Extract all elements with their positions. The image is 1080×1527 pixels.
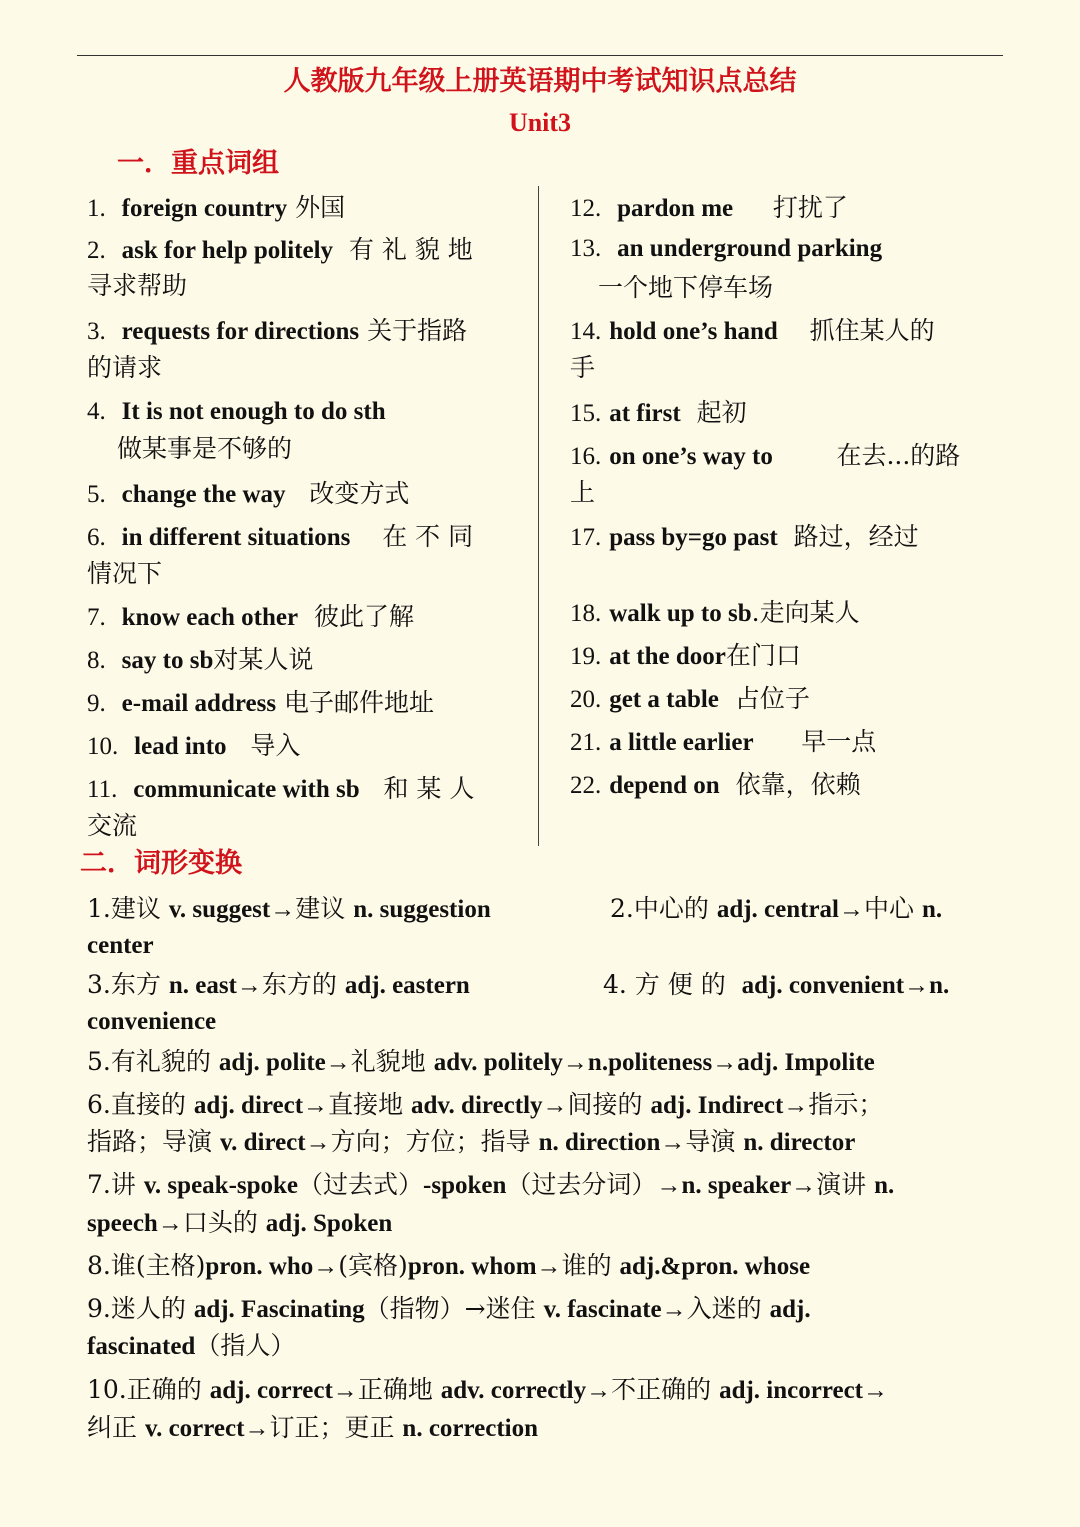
wordform-item: 1.建议 v. suggest→建议 n. suggestion <box>87 894 491 923</box>
phrase-item: 12. pardon me 打扰了 <box>570 193 848 222</box>
phrase-item: 15. at first 起初 <box>570 398 747 427</box>
top-rule <box>77 55 1003 56</box>
section-heading-phrases: 一．重点词组 <box>117 148 279 179</box>
phrase-item: 6. in different situations 在 不 同 <box>87 522 474 551</box>
page-title: 人教版九年级上册英语期中考试知识点总结 <box>283 66 797 97</box>
wordform-item: 7.讲 v. speak-spoke（过去式）-spoken（过去分词）→n. speaker→演讲 n. <box>87 1170 895 1199</box>
phrase-item: 17. pass by=go past 路过，经过 <box>570 522 919 551</box>
phrase-item-cont: 寻求帮助 <box>87 271 188 300</box>
wordform-item-cont: 纠正 v. correct→订正；更正 n. correction <box>87 1413 539 1442</box>
wordform-item: 2.中心的 adj. central→中心 n. <box>610 894 943 923</box>
wordform-item: 10.正确的 adj. correct→正确地 adv. correctly→不正确的 adj. incorrect→ <box>87 1375 889 1404</box>
wordform-item: 3.东方 n. east→东方的 adj. eastern <box>87 970 470 999</box>
wordform-item: 5.有礼貌的 adj. polite→礼貌地 adv. politely→n.politeness→adj. Impolite <box>87 1047 875 1076</box>
phrase-item: 2. ask for help politely 有 礼 貌 地 <box>87 235 473 264</box>
phrase-item-cont: 一个地下停车场 <box>598 273 774 302</box>
phrase-item: 14. hold one’s hand 抓住某人的 <box>570 316 935 345</box>
phrase-item: 18. walk up to sb.走向某人 <box>570 598 860 627</box>
phrase-item: 4. It is not enough to do sth <box>87 398 386 425</box>
phrase-item-cont: 上 <box>570 478 596 507</box>
phrase-item: 7. know each other 彼此了解 <box>87 602 414 631</box>
phrase-item: 22. depend on 依靠，依赖 <box>570 770 861 799</box>
phrase-item-cont: 做某事是不够的 <box>117 434 293 463</box>
wordform-item: 6.直接的 adj. direct→直接地 adv. directly→间接的 adj. Indirect→指示； <box>87 1090 884 1119</box>
page-subtitle: Unit3 <box>508 108 572 137</box>
wordform-item-cont: 指路；导演 v. direct→方向；方位；指导 n. direction→导演 n. director <box>87 1127 856 1156</box>
phrase-item-cont: 的请求 <box>87 353 163 382</box>
wordform-item-cont: center <box>87 932 154 959</box>
phrase-item-cont: 手 <box>570 353 596 382</box>
phrase-item: 5. change the way 改变方式 <box>87 479 410 508</box>
phrase-item: 8. say to sb对某人说 <box>87 645 314 674</box>
phrase-item: 16. on one’s way to 在去...的路 <box>570 441 961 470</box>
phrase-item-cont: 交流 <box>87 811 138 840</box>
wordform-item-cont: fascinated（指人） <box>87 1331 296 1360</box>
phrase-item: 10. lead into 导入 <box>87 731 301 760</box>
wordform-item: 4. 方 便 的 adj. convenient→n. <box>603 970 950 999</box>
phrase-item: 19. at the door在门口 <box>570 641 801 670</box>
phrase-item: 9. e-mail address 电子邮件地址 <box>87 688 435 717</box>
phrase-item: 20. get a table 占位子 <box>570 684 810 713</box>
phrase-item: 3. requests for directions 关于指路 <box>87 316 468 345</box>
phrase-item: 11. communicate with sb 和 某 人 <box>87 774 475 803</box>
phrase-item-cont: 情况下 <box>87 559 163 588</box>
section-heading-wordforms: 二．词形变换 <box>80 848 242 879</box>
wordform-item-cont: convenience <box>87 1008 217 1035</box>
wordform-item: 8.谁(主格)pron. who→(宾格)pron. whom→谁的 adj.&pron. whose <box>87 1251 811 1280</box>
phrase-item: 1. foreign country 外国 <box>87 193 346 222</box>
wordform-item-cont: speech→口头的 adj. Spoken <box>87 1208 393 1237</box>
wordform-item: 9.迷人的 adj. Fascinating（指物）→迷住 v. fascinate→入迷的 adj. <box>87 1294 811 1323</box>
column-divider <box>538 186 539 846</box>
phrase-item: 13. an underground parking <box>570 235 883 262</box>
phrase-item: 21. a little earlier 早一点 <box>570 727 877 756</box>
